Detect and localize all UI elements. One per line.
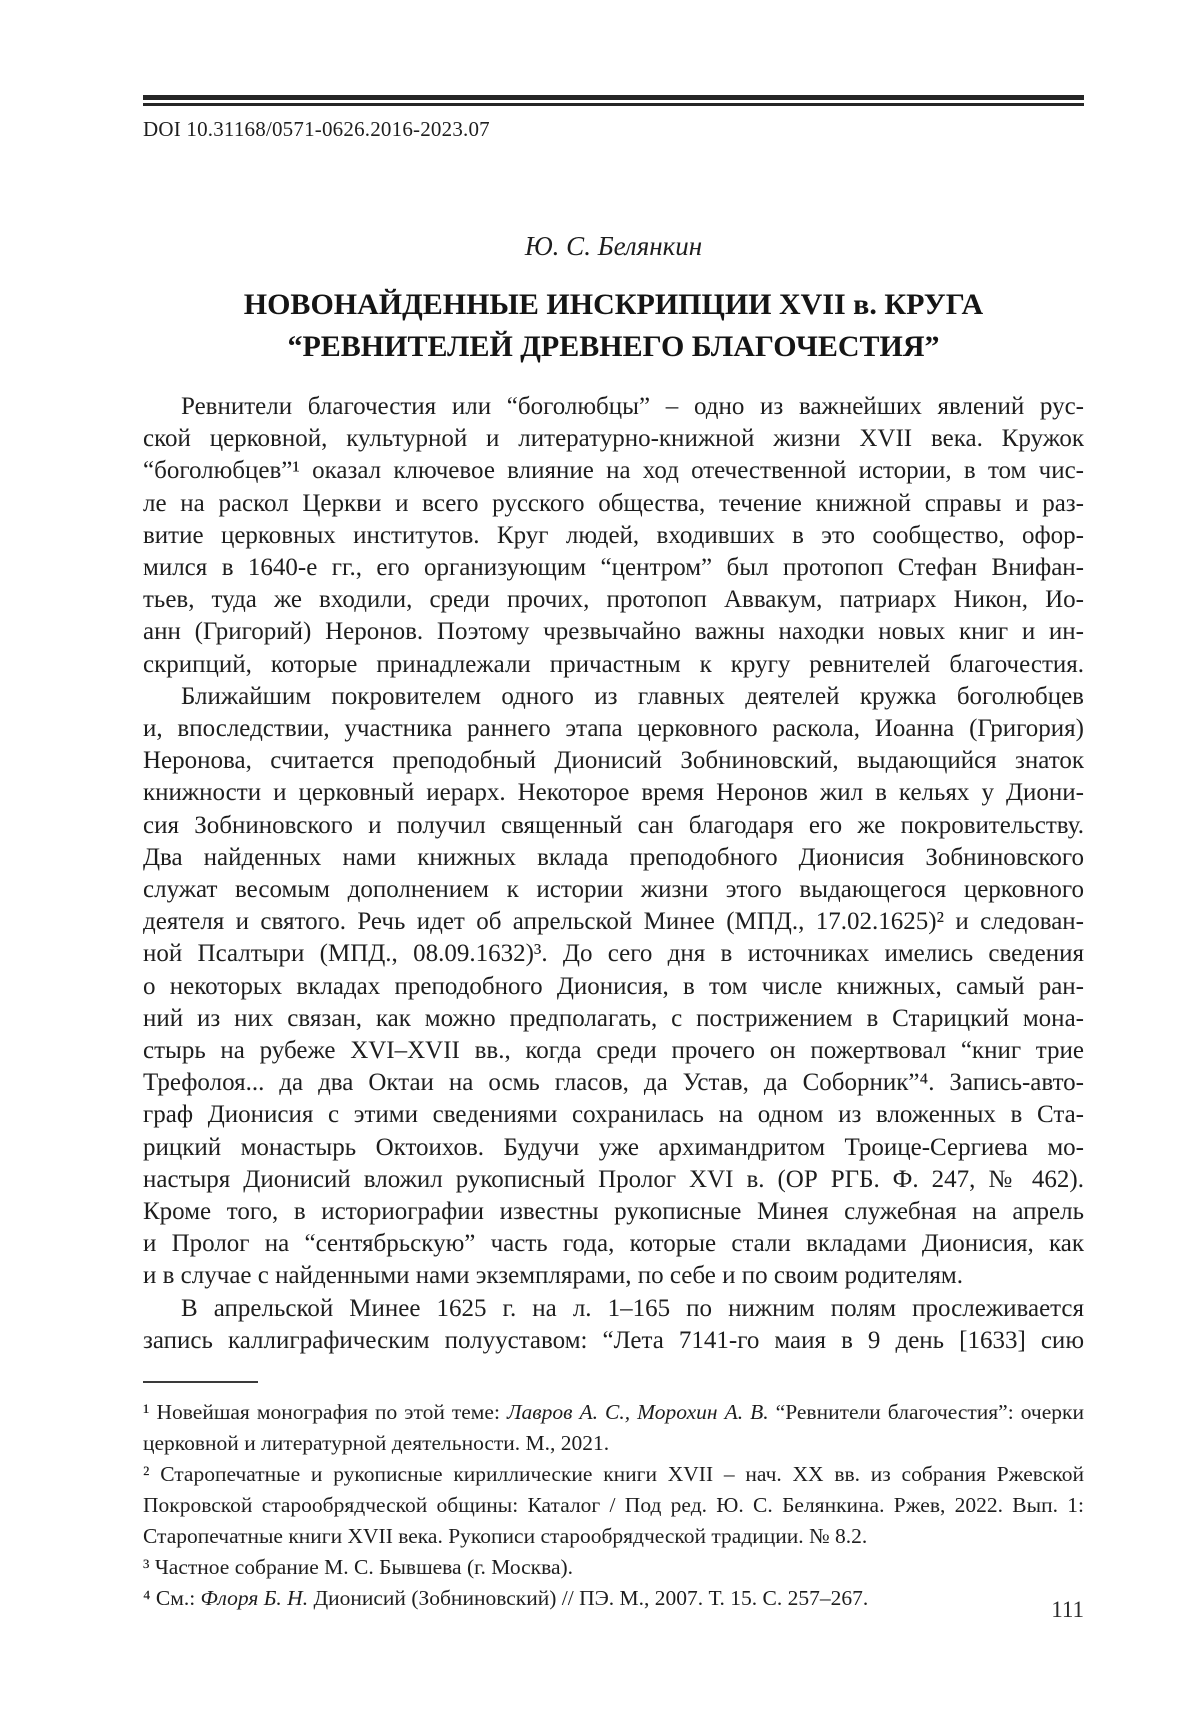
body-line: сия Зобниновского и получил священный сан благодаря его же покровительству.: [143, 811, 1084, 839]
footnote-separator: [143, 1381, 258, 1383]
footnote-text-segment: церковной и литературной деятельности. М., 2021.: [143, 1431, 610, 1455]
body-line: и в случае с найденными нами экземплярами, по себе и по своим родителям.: [143, 1262, 963, 1290]
body-line: и, впоследствии, участника раннего этапа церковного раскола, Иоанна (Григория): [143, 715, 1084, 743]
body-line: анн (Григорий) Неронов. Поэтому чрезвычайно важны находки новых книг и ин-: [143, 618, 1084, 646]
footnote-line: [143, 1428, 1084, 1459]
footnote-line: [143, 1552, 1084, 1583]
doi-text: DOI 10.31168/0571-0626.2016-2023.07: [143, 117, 490, 141]
article-title-line-2: “РЕВНИТЕЛЕЙ ДРЕВНЕГО БЛАГОЧЕСТИЯ”: [287, 330, 940, 363]
body-line: В апрельской Минее 1625 г. на л. 1–165 по нижним полям прослеживается: [181, 1294, 1084, 1322]
footnote-text-segment: ² Старопечатные и рукописные кириллические книги XVII – нач. XX вв. из собрания Ржевской: [143, 1462, 1084, 1486]
body-line: книжности и церковный иерарх. Некоторое время Неронов жил в кельях у Диони-: [143, 779, 1084, 807]
body-line: ской церковной, культурной и литературно-книжной жизни XVII века. Кружок: [143, 425, 1084, 453]
footnote-text-segment: ³ Частное собрание М. С. Бывшева (г. Москва).: [143, 1555, 574, 1579]
article-title-line-1: НОВОНАЙДЕННЫЕ ИНСКРИПЦИИ XVII в. КРУГА: [243, 288, 984, 321]
footnote-text-segment: Старопечатные книги XVII века. Рукописи старообрядческой традиции. № 8.2.: [143, 1524, 868, 1548]
footnotes: [143, 1397, 1084, 1614]
body-line: витие церковных институтов. Круг людей, входивших в это сообщество, офор-: [143, 521, 1084, 549]
body-line: ной Псалтыри (МПД., 08.09.1632)³. До сего дня в источниках имелись сведения: [143, 940, 1084, 968]
body-line: тьев, туда же входили, среди прочих, протопоп Аввакум, патриарх Никон, Ио-: [143, 586, 1084, 614]
body-line: и Пролог на “сентябрьскую” часть года, которые стали вкладами Дионисия, как: [143, 1230, 1084, 1258]
body-line: Ревнители благочестия или “боголюбцы” – одно из важнейших явлений рус-: [181, 393, 1084, 420]
footnote-italic-segment: Лавров А. С., Морохин А. В.: [506, 1400, 769, 1424]
body-line: ний из них связан, как можно предполагать, с пострижением в Старицкий мона-: [143, 1004, 1084, 1032]
body-line: “боголюбцев”¹ оказал ключевое влияние на ход отечественной истории, в том чис-: [143, 457, 1084, 485]
body-line: рицкий монастырь Октоихов. Будучи уже архимандритом Троице-Сергиева мо-: [143, 1133, 1084, 1161]
body-line: Кроме того, в историографии известны рукописные Минея служебная на апрель: [143, 1198, 1084, 1226]
top-double-rule: [143, 95, 1084, 106]
body-line: Два найденных нами книжных вклада преподобного Дионисия Зобниновского: [143, 843, 1084, 871]
body-line: о некоторых вкладах преподобного Дионисия, в том числе книжных, самый ран-: [143, 972, 1084, 1000]
body-line: стырь на рубеже XVI–XVII вв., когда среди прочего он пожертвовал “книг трие: [143, 1037, 1084, 1065]
footnote-line: [143, 1521, 1084, 1552]
footnote-line: [143, 1490, 1084, 1521]
body-line: скрипций, которые принадлежали причастным к кругу ревнителей благочестия.: [143, 650, 1084, 678]
author-name: Ю. С. Белянкин: [524, 231, 703, 261]
page-number: 111: [1051, 1597, 1084, 1622]
footnote-line: [143, 1397, 1084, 1428]
footnote-text-segment: ¹ Новейшая монография по этой теме:: [143, 1400, 507, 1424]
body-line: служат весомым дополнением к истории жизни этого выдающегося церковного: [143, 876, 1084, 904]
body-line: граф Дионисия с этими сведениями сохранилась на одном из вложенных в Ста-: [143, 1101, 1084, 1129]
body-line: деятеля и святого. Речь идет об апрельской Минее (МПД., 17.02.1625)² и следован-: [143, 908, 1084, 936]
article-title: [143, 284, 1084, 368]
footnote-line: [143, 1459, 1084, 1490]
body-line: Трефолоя... да два Октаи на осмь гласов, да Устав, да Соборник”⁴. Запись-авто-: [143, 1069, 1084, 1097]
body-line: запись каллиграфическим полууставом: “Лета 7141-го маия в 9 день [1633] сию: [143, 1326, 1084, 1354]
footnote-italic-segment: Флоря Б. Н.: [200, 1586, 309, 1610]
body-line: ле на раскол Церкви и всего русского общества, течение книжной справы и раз-: [143, 489, 1084, 517]
footnote-text-segment: “Ревнители благочестия”: очерки: [768, 1400, 1084, 1424]
footnote-text-segment: Покровской старообрядческой общины: Каталог / Под ред. Ю. С. Белянкина. Ржев, 2022. Вып. 1:: [143, 1493, 1084, 1517]
body-line: мился в 1640-е гг., его организующим “центром” был протопоп Стефан Внифан-: [143, 554, 1084, 582]
footnote-text-segment: Дионисий (Зобниновский) // ПЭ. М., 2007. Т. 15. С. 257–267.: [308, 1586, 869, 1610]
body-line: настыря Дионисий вложил рукописный Пролог XVI в. (ОР РГБ. Ф. 247, № 462).: [143, 1165, 1084, 1193]
body-line: Ближайшим покровителем одного из главных деятелей кружка боголюбцев: [181, 682, 1084, 710]
body-text: [143, 391, 1084, 1357]
footnote-text-segment: ⁴ См.:: [143, 1586, 201, 1610]
body-line: Неронова, считается преподобный Дионисий Зобниновский, выдающийся знаток: [143, 747, 1084, 775]
